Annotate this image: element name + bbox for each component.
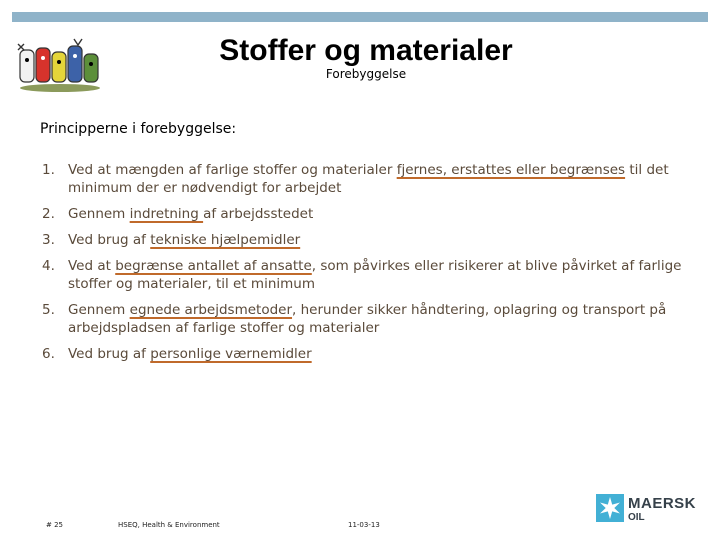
slide-subtitle: Forebyggelse <box>325 67 407 81</box>
list-item <box>42 301 682 337</box>
list-item <box>42 205 682 223</box>
item-number: 2. <box>42 206 55 222</box>
item-text: til det minimum der er nødvendigt for arbejdet <box>68 162 669 196</box>
item-underlined-text: tekniske hjælpemidler <box>150 232 301 248</box>
slide-title: Stoffer og materialer <box>219 34 513 67</box>
item-underlined-text: fjernes, erstattes eller begrænses <box>396 162 626 178</box>
item-text: Ved at <box>68 258 116 274</box>
maersk-brand-sub: OIL <box>628 512 645 523</box>
item-text: , som påvirkes eller risikerer at blive påvirket af farlige stoffer og materialer, til et minimum <box>68 258 682 292</box>
item-text: , herunder sikker håndtering, oplagring og transport på arbejdspladsen af farlige stoffer og materialer <box>68 302 667 336</box>
footer-department: HSEQ, Health & Environment <box>118 521 220 529</box>
item-text: Gennem <box>68 206 130 222</box>
item-underlined-text: personlige værnemidler <box>150 346 312 362</box>
top-accent-bar <box>12 12 708 22</box>
item-underlined-text: egnede arbejdsmetoder <box>129 302 293 318</box>
list-item <box>42 231 682 249</box>
list-item <box>42 257 682 293</box>
item-text: Ved at mængden af farlige stoffer og materialer <box>68 162 397 178</box>
principles-list <box>42 161 682 371</box>
item-text: Ved brug af <box>68 232 151 248</box>
footer-date: 11-03-13 <box>348 521 380 529</box>
maersk-star-icon <box>596 494 624 522</box>
item-number: 1. <box>42 162 55 178</box>
intro-text: Principperne i forebyggelse: <box>40 121 237 137</box>
item-text: af arbejdsstedet <box>203 206 314 222</box>
list-item <box>42 345 682 363</box>
list-item <box>42 161 682 197</box>
item-underlined-text: indretning <box>129 206 204 222</box>
item-number: 3. <box>42 232 55 248</box>
maersk-brand-name: MAERSK <box>628 495 697 512</box>
item-number: 6. <box>42 346 55 362</box>
item-underlined-text: begrænse antallet af ansatte <box>115 258 312 274</box>
item-number: 5. <box>42 302 55 318</box>
item-number: 4. <box>42 258 55 274</box>
item-text: Gennem <box>68 302 130 318</box>
item-text: Ved brug af <box>68 346 151 362</box>
page-number: # 25 <box>46 521 63 529</box>
